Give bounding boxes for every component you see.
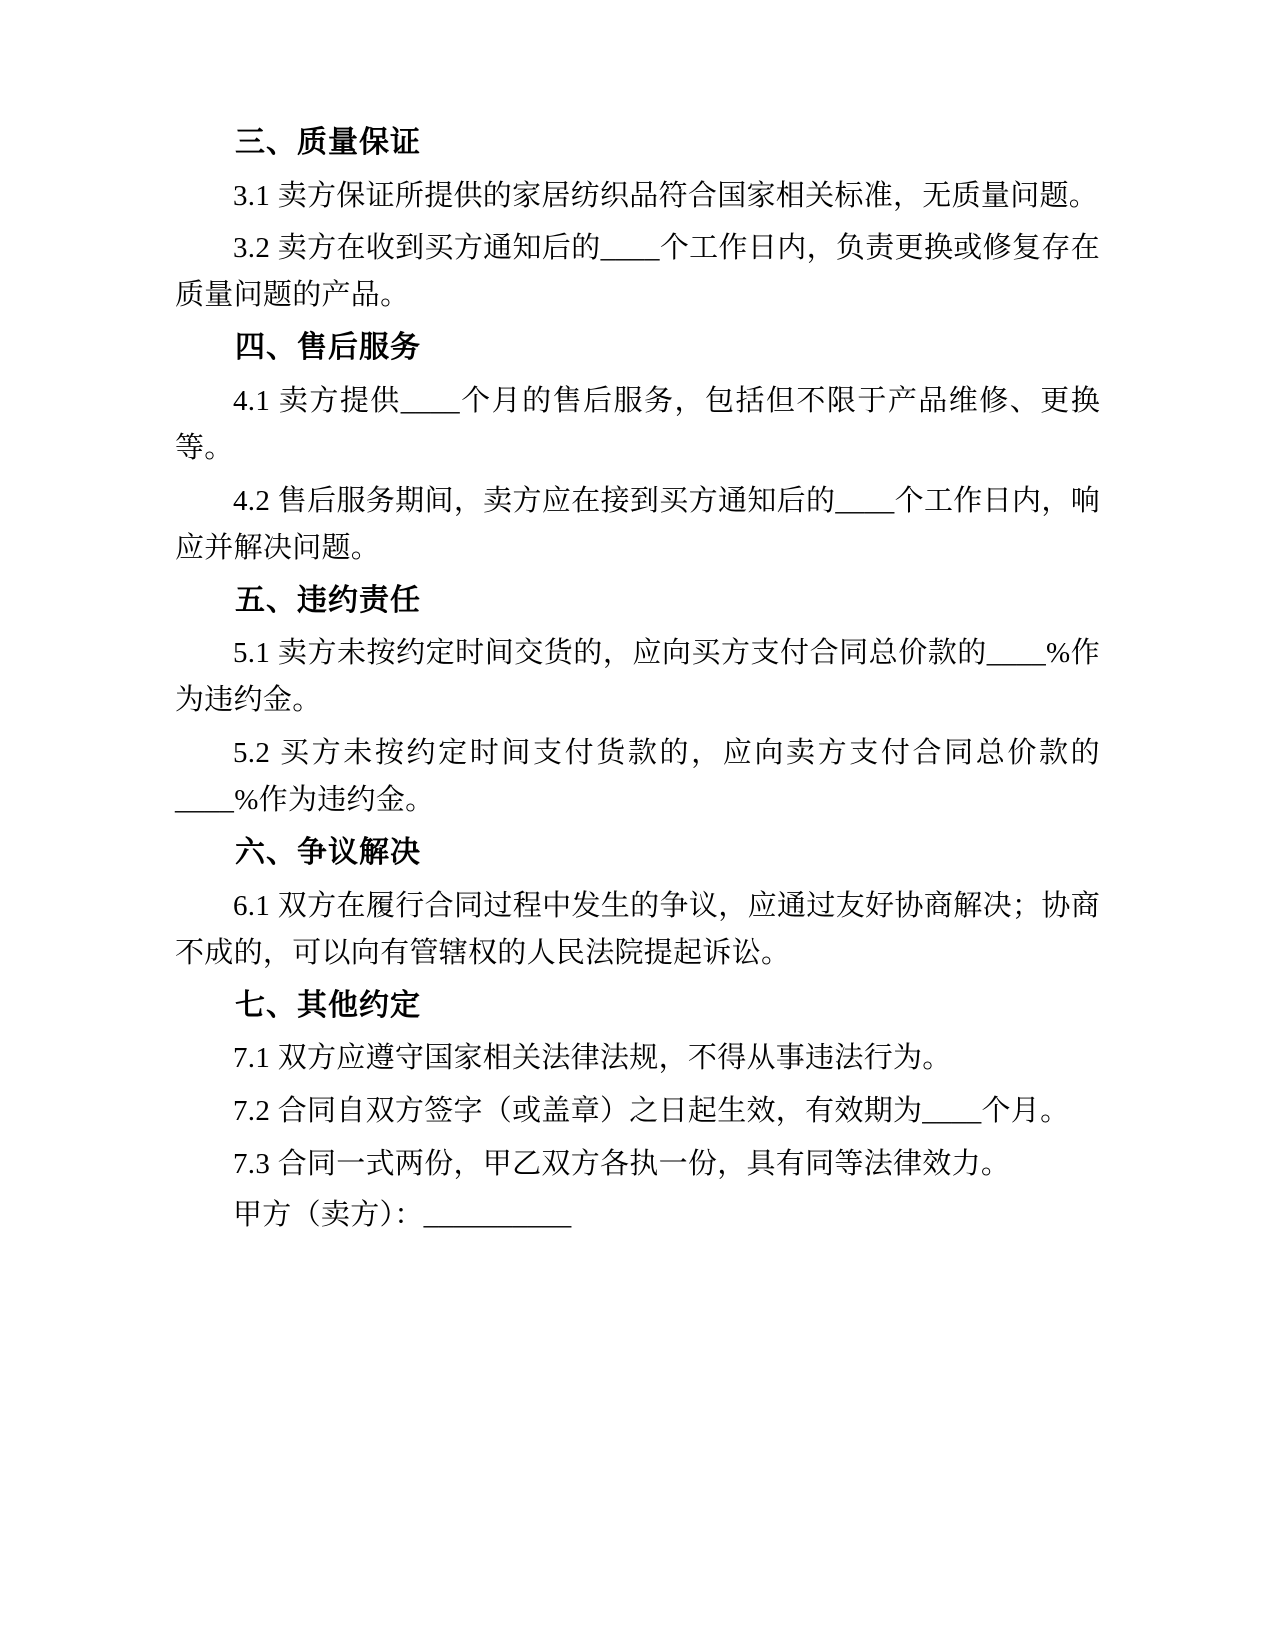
paragraph-4-2: 4.2 售后服务期间，卖方应在接到买方通知后的____个工作日内，响应并解决问题。 (175, 484, 1100, 564)
paragraph-4-1: 4.1 卖方提供____个月的售后服务，包括但不限于产品维修、更换等。 (175, 384, 1100, 464)
paragraph-7-3: 7.3 合同一式两份，甲乙双方各执一份，具有同等法律效力。 (233, 1148, 1011, 1181)
paragraph-7-2: 7.2 合同自双方签字（或盖章）之日起生效，有效期为____个月。 (233, 1095, 1070, 1128)
paragraph-5-1: 5.1 卖方未按约定时间交货的，应向买方支付合同总价款的____%作为违约金。 (175, 637, 1100, 717)
paragraph-7-1: 7.1 双方应遵守国家相关法律法规，不得从事违法行为。 (233, 1042, 952, 1075)
signature-party-a: 甲方（卖方）：__________ (233, 1199, 572, 1231)
paragraph-3-1: 3.1 卖方保证所提供的家居纺织品符合国家相关标准，无质量问题。 (233, 179, 1099, 212)
section-heading-breach: 五、违约责任 (235, 582, 421, 618)
section-heading-dispute: 六、争议解决 (235, 835, 421, 871)
paragraph-5-2: 5.2 买方未按约定时间支付货款的，应向卖方支付合同总价款的____%作为违约金。 (175, 737, 1100, 817)
document-body (175, 120, 1100, 1239)
section-heading-other: 七、其他约定 (235, 987, 421, 1023)
paragraph-3-2: 3.2 卖方在收到买方通知后的____个工作日内，负责更换或修复存在质量问题的产品。 (175, 232, 1100, 312)
section-heading-after-sales: 四、售后服务 (235, 330, 421, 366)
section-heading-quality: 三、质量保证 (235, 125, 421, 160)
paragraph-6-1: 6.1 双方在履行合同过程中发生的争议，应通过友好协商解决；协商不成的，可以向有管辖权的人民法院提起诉讼。 (175, 889, 1100, 969)
